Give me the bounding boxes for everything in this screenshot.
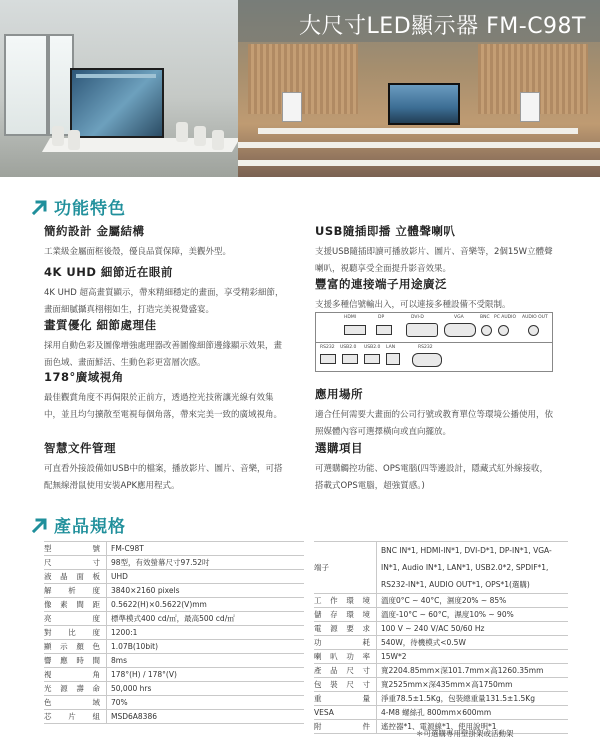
whiteboard [520,92,540,122]
feature-block [44,369,284,424]
hero-photo-meeting-room [0,0,238,177]
dp-port-icon [376,325,392,335]
vga-port-icon [444,323,476,337]
feature-text: 支援USB隨插即讀可播放影片、圖片、音樂等，2個15W立體聲喇叭，視聽享受全面提升影音效果。 [315,247,553,274]
spec-value: 0.5622(H)×0.5622(V)mm [106,598,304,611]
chair [194,126,206,146]
spec-row [314,677,568,691]
spec-value: 溫度0°C ~ 40°C，濕度20% ~ 85% [376,594,568,607]
spec-value: 8ms [106,654,304,667]
feature-heading: 應用場所 [315,387,363,401]
spec-row [314,593,568,607]
port-label: DVI-D [411,315,424,320]
spec-value: UHD [106,570,304,583]
spec-value: BNC IN*1, HDMI-IN*1, DVI-D*1, DP-IN*1, VGA-IN*1, Audio IN*1, LAN*1, USB2.0*2, SPDIF*1, RS232-IN*1, AUDIO OUT*1, OPS*1(選購) [376,542,568,593]
spec-value: 1200:1 [106,626,304,639]
feature-heading: 智慧文件管理 [44,441,116,455]
feature-block [44,264,284,319]
spec-key: 解析度 [44,586,100,595]
spec-table-left [44,541,304,724]
feature-block [44,223,284,261]
spec-row [44,639,304,653]
bnc-port-icon [481,325,492,336]
spec-value: FM-C98T [106,542,304,555]
spec-value: 標準模式400 cd/㎡，最高500 cd/㎡ [106,612,304,625]
port-label: BNC [480,315,490,320]
port-label: VGA [454,315,464,320]
port-row [316,313,552,341]
spec-row [44,653,304,667]
spec-value: 淨重78.5±1.5Kg，包裝總重量131.5±1.5Kg [376,692,568,705]
feature-block [315,440,555,495]
section-title: 產品規格 [54,517,126,537]
port-label: RS232 [418,345,433,350]
spec-value: 寬2204.85mm×深101.7mm×高1260.35mm [376,664,568,677]
spec-value: 遙控器*1、電源線*1、使用說明*1 [376,720,568,733]
spec-value: 540W，待機模式<0.5W [376,636,568,649]
desk-row [258,128,578,134]
chair [68,130,80,150]
window [4,34,48,136]
whiteboard [282,92,302,122]
spec-key: 亮度 [44,614,100,623]
spec-key: 重量 [314,694,370,703]
spec-key: VESA [314,708,334,717]
spec-value: 98型，有效螢幕尺寸97.52吋 [106,556,304,569]
feature-heading: 豐富的連接端子用途廣泛 [315,277,447,291]
feature-text: 可直看外接設備如USB中的檔案，播放影片、圖片、音樂，可搭配無線滑鼠使用安裝APK應用程式。 [44,464,283,491]
specs-heading [30,512,126,537]
port-label: DP [378,315,385,320]
feature-heading: 4K UHD 細節近在眼前 [44,265,173,279]
port-label: PC AUDIO [494,315,516,320]
spec-key: 光源壽命 [44,684,100,693]
feature-text: 可選購觸控功能、OPS電腦(四等邊設計，隱藏式紅外線接收，搭載式OPS電腦，超強質感。) [315,464,549,491]
arrow-up-right-icon [30,197,50,217]
port-row [316,342,552,371]
footnote: ＊可選購專用壁掛架或活動架 [416,729,514,738]
spec-row [44,569,304,583]
spec-key: 電源要求 [314,624,370,633]
spec-row [44,625,304,639]
spec-value: 1.07B(10bit) [106,640,304,653]
display-screen-image [70,68,164,138]
spec-key: 視角 [44,670,100,679]
section-title: 功能特色 [54,199,126,219]
spec-key: 端子 [314,563,329,572]
spec-key: 型號 [44,544,100,553]
spec-row [44,611,304,625]
spec-row [314,649,568,663]
feature-text: 適合任何需要大畫面的公司行號或教育單位等環境公播使用，依照媒體內容可選擇橫向或直向擺放。 [315,410,554,437]
serial-port-icon [412,353,442,367]
spec-row [44,695,304,709]
hdmi-port-icon [344,325,366,335]
dvi-port-icon [406,323,438,337]
spec-key: 色域 [44,698,100,707]
feature-block [315,276,555,314]
spec-value: 100 V ~ 240 V/AC 50/60 Hz [376,622,568,635]
spec-key: 包裝尺寸 [314,680,370,689]
spec-row [314,621,568,635]
spec-row [314,705,568,719]
feature-block [315,223,555,278]
spec-value: 50,000 hrs [106,682,304,695]
usb-port-icon [364,354,380,364]
desk-row [238,160,600,166]
spec-value: MSD6A8386 [106,710,304,723]
spec-value: 3840×2160 pixels [106,584,304,597]
chair [52,126,64,146]
spec-row [314,541,568,593]
spec-value: 70% [106,696,304,709]
spec-row [44,541,304,555]
spec-key: 產品尺寸 [314,666,370,675]
chair [212,130,224,150]
spec-key: 尺寸 [44,558,100,567]
desk-row [238,142,600,148]
port-label: AUDIO OUT [522,315,548,320]
spec-row [44,555,304,569]
product-title: 大尺寸LED顯示器 FM-C98T [299,14,586,39]
spec-row [44,597,304,611]
feature-text: 最佳觀賞角度不再侷限於正前方，透過控光技術讓光線有效集中，並且均勻擴散至電視每個角落，帶來完美一致的廣域視角。 [44,393,283,420]
spec-row [44,667,304,681]
arrow-up-right-icon [30,515,50,535]
port-label: USB2.0 [364,345,381,350]
port-label: RS232 [320,345,335,350]
spec-value: 178°(H) / 178°(V) [106,668,304,681]
spec-value: 溫度-10°C ~ 60°C，濕度10% ~ 90% [376,608,568,621]
spec-row [44,709,304,724]
port-label: LAN [386,345,396,350]
lan-port-icon [386,353,400,365]
feature-text: 4K UHD 超高畫質顯示，帶來精細穩定的畫面，享受精彩細節，畫面細膩攝真栩栩如生，打造完美視覺盛宴。 [44,288,284,315]
port-label: USB2.0 [340,345,357,350]
feature-heading: USB隨插即播 立體聲喇叭 [315,224,456,238]
io-port-panel [315,312,553,372]
feature-heading: 簡約設計 金屬結構 [44,224,145,238]
feature-heading: 畫質優化 細節處理佳 [44,318,157,332]
spec-key: 儲存環境 [314,610,370,619]
spec-key: 液晶面板 [44,572,100,581]
feature-heading: 選購項目 [315,441,363,455]
hero-banner [0,0,600,177]
port-label: HDMI [344,315,357,320]
features-heading [30,194,126,219]
spec-table-right [314,541,568,734]
spec-key: 附件 [314,722,370,731]
feature-block [44,317,284,372]
spec-value: 15W*2 [376,650,568,663]
spec-key: 功耗 [314,638,370,647]
spec-row [314,663,568,677]
spec-row [44,583,304,597]
feature-text: 工業級金屬面框後殼，優良品質保障，美觀外型。 [44,247,232,257]
feature-heading: 178°廣域視角 [44,370,124,384]
feature-text: 採用自動色彩及圖像增強處理器改善圖像細節邊緣顯示效果，畫面色域、畫面鮮活、生動色彩更富層次感。 [44,341,283,368]
audio-out-port-icon [528,325,539,336]
display-screen-image [388,83,460,125]
spec-key: 顯示顏色 [44,642,100,651]
spec-key: 喇叭功率 [314,652,370,661]
spec-row [44,681,304,695]
spec-value: 4-M8 螺絲孔 800mm×600mm [376,706,568,719]
spec-value: 寬2525mm×深435mm×高1750mm [376,678,568,691]
spec-row [314,691,568,705]
spec-key: 芯片組 [44,712,100,721]
feature-block [315,386,555,441]
chair [176,122,188,142]
spec-key: 對比度 [44,628,100,637]
spec-key: 工作環境 [314,596,370,605]
feature-block [44,440,284,495]
rs232-port-icon [320,354,336,364]
spec-row [314,607,568,621]
spec-key: 像素間距 [44,600,100,609]
spec-key: 響應時間 [44,656,100,665]
usb-port-icon [342,354,358,364]
spec-row [314,635,568,649]
wood-wall [248,44,358,114]
feature-text: 支援多種信號輸出入，可以連接多種設備不受限制。 [315,300,511,310]
audio-in-port-icon [498,325,509,336]
